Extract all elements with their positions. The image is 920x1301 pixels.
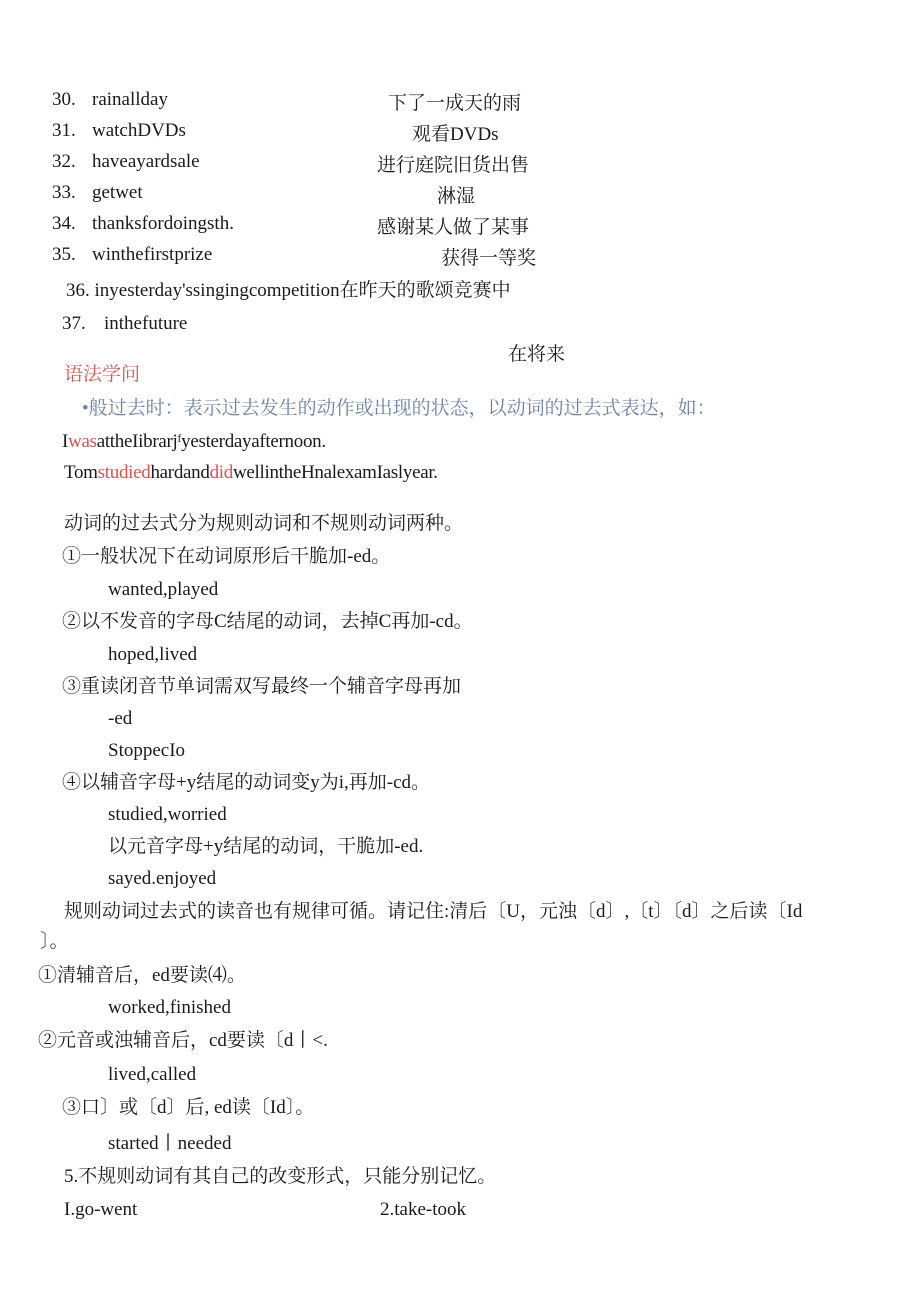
item-english: winthefirstprize — [92, 244, 213, 265]
item-chinese: 进行庭院旧货出售 — [377, 155, 530, 176]
grammar-heading: 语法学问 — [64, 364, 141, 385]
example-text: hardand — [150, 462, 210, 483]
vocab-item — [52, 181, 143, 205]
vocab-item — [52, 119, 186, 143]
item-number: 35. — [52, 244, 76, 265]
pronunciation-2-example: lived,called — [108, 1064, 197, 1085]
rule-4-note: 以元音字母+y结尾的动词，干脆加-ed. — [108, 836, 424, 857]
highlighted-verb: was — [68, 431, 97, 452]
item-english: getwet — [92, 182, 143, 203]
grammar-definition: •般过去时：表示过去发生的动作或出现的状态，以动词的过去式表达，如： — [82, 398, 716, 419]
rule-4: ④以辅音字母+y结尾的动词变y为i,再加-cd。 — [62, 772, 431, 793]
vocab-item — [52, 150, 200, 174]
item-chinese: 观看DVDs — [412, 124, 499, 145]
item-number: 34. — [52, 213, 76, 234]
item-english: inthefuture — [104, 313, 188, 334]
pronunciation-rule-end: 〕。 — [40, 931, 69, 952]
pronunciation-1-example: worked,finished — [108, 997, 231, 1018]
pronunciation-3-example: started丨needed — [108, 1133, 232, 1154]
item-number: 33. — [52, 182, 76, 203]
item-chinese: 下了一成天的雨 — [388, 93, 522, 114]
rule-4-note-example: sayed.enjoyed — [108, 868, 217, 889]
pronunciation-2: ②元音或浊辅音后，cd要读〔d丨<. — [38, 1030, 328, 1051]
item-english: watchDVDs — [92, 120, 186, 141]
example-text: wellintheHnalexamIaslyear. — [232, 462, 438, 483]
pronunciation-rule: 规则动词过去式的读音也有规律可循。请记住:清后〔U，元浊〔d〕,〔t〕〔d〕之后读〔Id — [64, 901, 803, 922]
rule-3-suffix: -ed — [108, 708, 133, 729]
item-chinese: 感谢某人做了某事 — [377, 217, 530, 238]
example-text: Tom — [64, 462, 98, 483]
irregular-example-2: 2.take-took — [380, 1199, 467, 1220]
vocab-item — [52, 212, 234, 236]
item-english: thanksfordoingsth. — [92, 213, 234, 234]
rule-1: ①一般状况下在动词原形后干脆加-ed。 — [62, 546, 391, 567]
rule-3-example: StoppecIo — [108, 740, 186, 761]
highlighted-verb: studied — [97, 462, 151, 483]
item-number: 30. — [52, 89, 76, 110]
pronunciation-1: ①清辅音后，ed要读⑷。 — [38, 965, 246, 986]
rule-2: ②以不发音的字母C结尾的动词，去掉C再加-cd。 — [62, 611, 473, 632]
example-text: I — [62, 431, 69, 452]
highlighted-verb: did — [209, 462, 233, 483]
example-sentence-1 — [62, 430, 326, 454]
item-english: rainallday — [92, 89, 168, 110]
item-chinese: 在将来 — [508, 344, 566, 365]
item-number: 37. — [62, 313, 86, 334]
item-english: haveayardsale — [92, 151, 200, 172]
irregular-example-1: I.go-went — [64, 1199, 138, 1220]
item-chinese: 获得一等奖 — [441, 248, 537, 269]
example-text: attheIibrarjᶠyesterdayafternoon. — [96, 431, 326, 452]
vocab-item — [52, 88, 168, 112]
rule-4-example: studied,worried — [108, 804, 227, 825]
pronunciation-3: ③口〕或〔d〕后, ed读〔Id〕。 — [62, 1097, 315, 1118]
rule-3: ③重读闭音节单词需双写最终一个辅音字母再加 — [62, 676, 462, 697]
item-number: 32. — [52, 151, 76, 172]
example-sentence-2 — [64, 461, 438, 485]
vocab-item-36: 36. inyesterday'ssingingcompetition在昨天的歌颂竞赛中 — [66, 280, 511, 301]
vocab-item-37 — [62, 312, 187, 336]
item-number: 31. — [52, 120, 76, 141]
irregular-verbs-rule: 5.不规则动词有其自己的改变形式，只能分别记忆。 — [64, 1166, 497, 1187]
rule-intro: 动词的过去式分为规则动词和不规则动词两种。 — [64, 513, 464, 534]
vocab-item — [52, 243, 212, 267]
item-chinese: 淋湿 — [437, 186, 476, 207]
rule-2-example: hoped,lived — [108, 644, 198, 665]
rule-1-example: wanted,played — [108, 579, 219, 600]
